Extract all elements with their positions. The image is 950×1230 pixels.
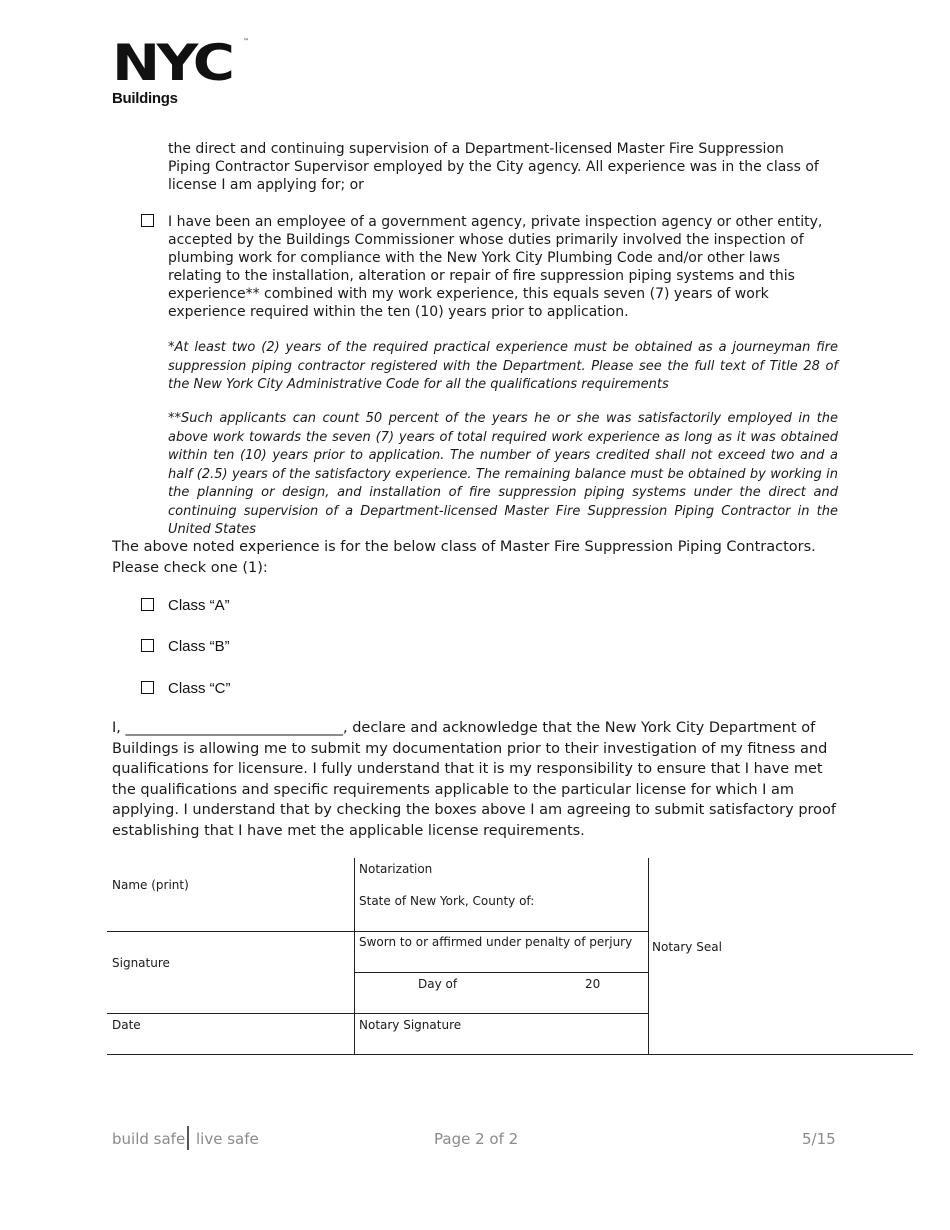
footnote-double-star: **Such applicants can count 50 percent of the years he or she was satisfactorily employed in the above work towards the seven (7) years of total required work experience as long as it was obtained within ten (10) years prior to application. The number of years credited shall not exceed two and a half (2.5) years of the satisfactory experience. The remaining balance must be obtained by working in the planning or design, and installation of fire suppression piping systems under the direct and continuing supervision of a Department-licensed Master Fire Suppression Piping Contractor in the United States bbox=[168, 411, 838, 537]
footer-separator bbox=[187, 1126, 189, 1150]
table-rule-2 bbox=[354, 972, 648, 973]
class-a-checkbox[interactable] bbox=[141, 598, 154, 611]
signature-label: Signature bbox=[112, 956, 170, 970]
name-print-label: Name (print) bbox=[112, 878, 189, 892]
logo-wordmark: NYC bbox=[112, 34, 232, 92]
table-divider-left bbox=[354, 858, 355, 1055]
continuation-text: the direct and continuing supervision of a Department-licensed Master Fire Suppression Piping Contractor Supervisor employed by the City agency. All experience was in the class of license I am applying for; or bbox=[168, 141, 819, 193]
date-label: Date bbox=[112, 1018, 141, 1032]
class-b-label: Class “B” bbox=[168, 638, 230, 655]
table-divider-right bbox=[648, 858, 649, 1055]
experience-option-text: I have been an employee of a government agency, private inspection agency or other entity, accepted by the Buildings Commissioner whose duties primarily involved the inspection of plumbing work for compliance with the New York City Plumbing Code and/or other laws relating to the installation, alteration or repair of fire suppression piping systems and this experience** combined with my work experience, this equals seven (7) years of work experience required within the ten (10) years prior to application. bbox=[168, 214, 823, 320]
table-rule-bottom bbox=[107, 1054, 913, 1055]
class-a-label: Class “A” bbox=[168, 597, 230, 614]
logo-trademark: ™ bbox=[243, 38, 249, 45]
nyc-buildings-logo bbox=[112, 34, 249, 110]
footer-page-number: Page 2 of 2 bbox=[434, 1130, 519, 1148]
footer-form-date: 5/15 bbox=[802, 1130, 836, 1148]
footnote-single-star: *At least two (2) years of the required practical experience must be obtained as a journeyman fire suppression piping contractor registered with the Department. Please see the full text of Title 28 of the New York City Administrative Code for all the qualifications requirements bbox=[168, 340, 838, 392]
logo-subtitle: Buildings bbox=[112, 90, 178, 107]
notary-signature-label: Notary Signature bbox=[359, 1018, 462, 1032]
state-county-label: State of New York, County of: bbox=[359, 894, 535, 908]
class-b-checkbox[interactable] bbox=[141, 639, 154, 652]
notary-seal-label: Notary Seal bbox=[652, 940, 722, 954]
notarization-label: Notarization bbox=[359, 862, 433, 876]
class-c-checkbox[interactable] bbox=[141, 681, 154, 694]
experience-option-checkbox[interactable] bbox=[141, 214, 154, 227]
declaration-text: I, ______________________________, declare and acknowledge that the New York City Department of Buildings is allowing me to submit my documentation prior to their investigation of my fitness and qualifications for licensure. I fully understand that it is my responsibility to ensure that I have met the qualifications and specific requirements applicable to the particular license for which I am applying. I understand that by checking the boxes above I am agreeing to submit satisfactory proof establishing that I have met the applicable license requirements. bbox=[112, 720, 837, 839]
table-rule-3 bbox=[107, 1013, 648, 1014]
class-intro-text: The above noted experience is for the below class of Master Fire Suppression Piping Contractors. Please check one (1): bbox=[112, 539, 816, 576]
class-c-label: Class “C” bbox=[168, 680, 231, 697]
year-prefix-label: 20 bbox=[585, 977, 601, 991]
sworn-label: Sworn to or affirmed under penalty of perjury bbox=[359, 935, 633, 949]
footer-tagline-live-safe: live safe bbox=[196, 1130, 259, 1148]
table-rule-1 bbox=[107, 931, 648, 932]
footer-tagline-build-safe: build safe bbox=[112, 1130, 186, 1148]
day-of-label: Day of bbox=[418, 977, 458, 991]
